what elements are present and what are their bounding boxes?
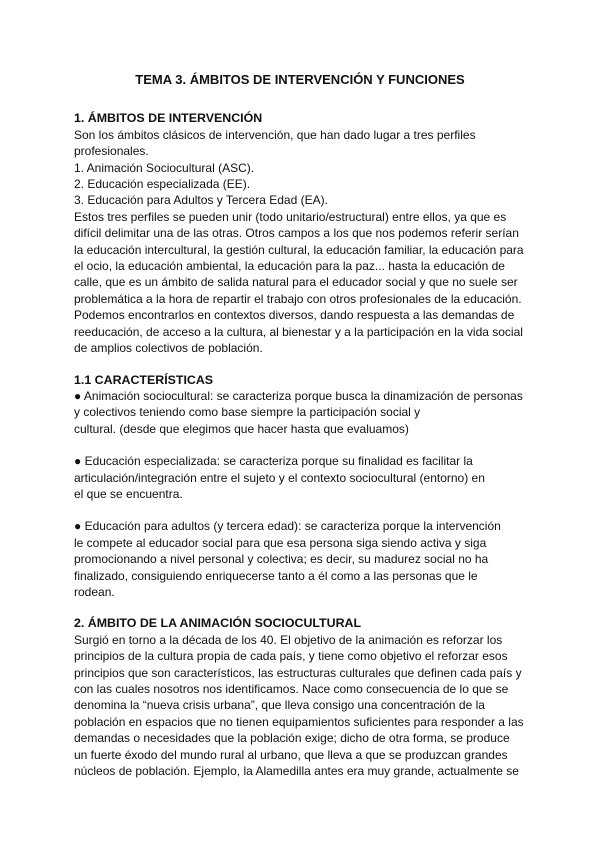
list-item: 2. Educación especializada (EE). xyxy=(74,177,251,192)
paragraph-line: la educación intercultural, la gestión cultural, la educación familiar, la educación para xyxy=(74,242,524,257)
paragraph-line: población en espacios que no tienen equipamientos suficientes para responder a las xyxy=(74,714,524,729)
paragraph-line: con las cuales nosotros nos identificamos. Nace como consecuencia de lo que se xyxy=(74,682,509,696)
paragraph-line: Estos tres perfiles se pueden unir (todo unitario/estructural) entre ellos, ya que es xyxy=(74,209,507,224)
paragraph-line: un fuerte éxodo del mundo rural al urbano, que lleva a que se produzcan grandes xyxy=(74,747,508,762)
list-item: 1. Animación Sociocultural (ASC). xyxy=(74,160,255,175)
bullet-line: articulación/integración entre el sujeto y el contexto sociocultural (entorno) en xyxy=(74,470,485,485)
paragraph-line: el ocio, la educación ambiental, la educación para la paz... hasta la educación de xyxy=(74,259,505,274)
section-2-body xyxy=(74,632,526,780)
bullet-line: ● Educación especializada: se caracteriza porque su finalidad es facilitar la xyxy=(74,454,473,469)
paragraph-line: principios de la cultura propia de cada país, y tiene como objetivo el reforzar esos xyxy=(74,649,508,664)
bullet-ee xyxy=(74,453,526,502)
section-1-heading: 1. ÁMBITOS DE INTERVENCIÓN xyxy=(74,111,263,126)
paragraph-line: demandas o necesidades que la población exige; dicho de otra forma, se produce xyxy=(74,731,510,746)
paragraph-line: Podemos encontrarlos en contextos diversos, dando respuesta a las demandas de xyxy=(74,308,515,323)
paragraph-line: de amplios colectivos de población. xyxy=(74,341,263,356)
section-1-1-heading: 1.1 CARACTERÍSTICAS xyxy=(74,372,214,387)
bullet-line: finalizado, consiguiendo enriquecerse tanto a él como a las personas que le xyxy=(74,568,478,583)
bullet-line: cultural. (desde que elegimos que hacer hasta que evaluamos) xyxy=(74,421,409,436)
bullet-asc xyxy=(74,388,526,437)
paragraph-line: difícil delimitar una de las otras. Otros campos a los que nos podemos referir serían xyxy=(74,226,519,241)
bullet-line: ● Educación para adultos (y tercera edad): se caracteriza porque la intervención xyxy=(74,519,501,534)
bullet-line: ● Animación sociocultural: se caracteriza porque busca la dinamización de personas xyxy=(74,388,523,403)
paragraph-line: profesionales. xyxy=(74,144,149,159)
bullet-line: le compete al educador social para que esa persona siga siendo activa y siga xyxy=(74,535,487,550)
paragraph-line: reeducación, de acceso a la cultura, al bienestar y a la participación en la vida social xyxy=(74,324,523,339)
paragraph-line: núcleos de población. Ejemplo, la Alamedilla antes era muy grande, actualmente se xyxy=(74,764,519,779)
list-item: 3. Educación para Adultos y Tercera Edad (EA). xyxy=(74,193,328,208)
paragraph-line: Surgió en torno a la década de los 40. El objetivo de la animación es reforzar los xyxy=(74,632,503,647)
paragraph-line: denomina la “nueva crisis urbana”, que lleva consigo una concentración de la xyxy=(74,698,485,713)
bullet-line: rodean. xyxy=(74,584,115,599)
document-title: TEMA 3. ÁMBITOS DE INTERVENCIÓN Y FUNCIONES xyxy=(135,72,465,87)
section-1-body xyxy=(74,127,526,357)
paragraph-line: principios que son característicos, las estructuras culturales que definen cada país y xyxy=(74,665,522,680)
bullet-line: promocionando a nivel personal y colectiva; es decir, su madurez social no ha xyxy=(74,552,489,567)
bullet-line: el que se encuentra. xyxy=(74,486,183,501)
bullet-line: y colectivos teniendo como base siempre la participación social y xyxy=(74,405,421,420)
paragraph-line: Son los ámbitos clásicos de intervención, que han dado lugar a tres perfiles xyxy=(74,127,476,142)
paragraph-line: problemática a la hora de repartir el trabajo con otros profesionales de la educación. xyxy=(74,291,522,306)
section-2-heading: 2. ÁMBITO DE LA ANIMACIÓN SOCIOCULTURAL xyxy=(74,616,362,631)
paragraph-line: calle, que es un ámbito de salida natural para el educador social y que no suele ser xyxy=(74,275,518,290)
bullet-ea xyxy=(74,518,526,600)
